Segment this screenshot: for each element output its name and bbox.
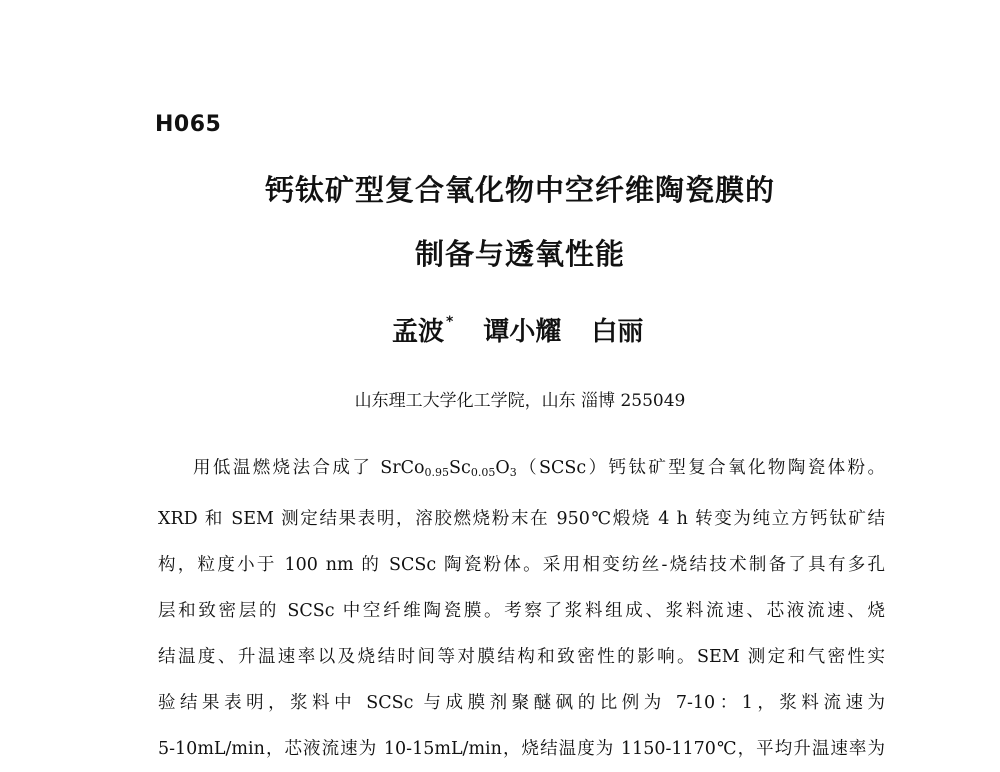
abstract-line: 5-10mL/min，芯液流速为 10-15mL/min，烧结温度为 1150-1170℃，平均升温速率为 xyxy=(158,739,885,759)
subscript: 0.05 xyxy=(470,466,496,479)
title-line-2: 制备与透氧性能 xyxy=(414,237,625,271)
abstract-text: （SCSc）钙钛矿型复合氧化物陶瓷体粉。 xyxy=(516,458,886,478)
abstract-text: O xyxy=(495,458,510,478)
abstract-body xyxy=(158,445,885,772)
author-list xyxy=(392,311,643,348)
author-name: 谭小耀 xyxy=(483,317,562,347)
abstract-line: 构，粒度小于 100 nm 的 SCSc 陶瓷粉体。采用相变纺丝-烧结技术制备了具有多孔 xyxy=(158,555,885,575)
abstract-text: Sc xyxy=(449,458,471,478)
affiliation: 山东理工大学化工学院，山东 淄博 255049 xyxy=(354,391,686,411)
corresponding-author-mark: * xyxy=(446,314,454,330)
abstract-line: 结温度、升温速率以及烧结时间等对膜结构和致密性的影响。SEM 测定和气密性实 xyxy=(158,647,885,667)
abstract-text: 用低温燃烧法合成了 SrCo xyxy=(193,458,425,478)
subscript: 0.95 xyxy=(424,466,450,479)
subscript: 3 xyxy=(509,466,517,479)
abstract-line: 层和致密层的 SCSc 中空纤维陶瓷膜。考察了浆料组成、浆料流速、芯液流速、烧 xyxy=(158,601,885,621)
abstract-line: XRD 和 SEM 测定结果表明，溶胶燃烧粉末在 950℃煅烧 4 h 转变为纯立方钙钛矿结 xyxy=(158,509,885,529)
author-name: 白丽 xyxy=(591,317,644,347)
author-name: 孟波 xyxy=(392,317,445,347)
classification-code: H065 xyxy=(155,112,222,137)
title-line-1: 钙钛矿型复合氧化物中空纤维陶瓷膜的 xyxy=(264,173,775,207)
abstract-line: 验结果表明，浆料中 SCSc 与成膜剂聚醚砜的比例为 7-10：1，浆料流速为 xyxy=(158,693,885,713)
abstract-line xyxy=(158,445,885,496)
